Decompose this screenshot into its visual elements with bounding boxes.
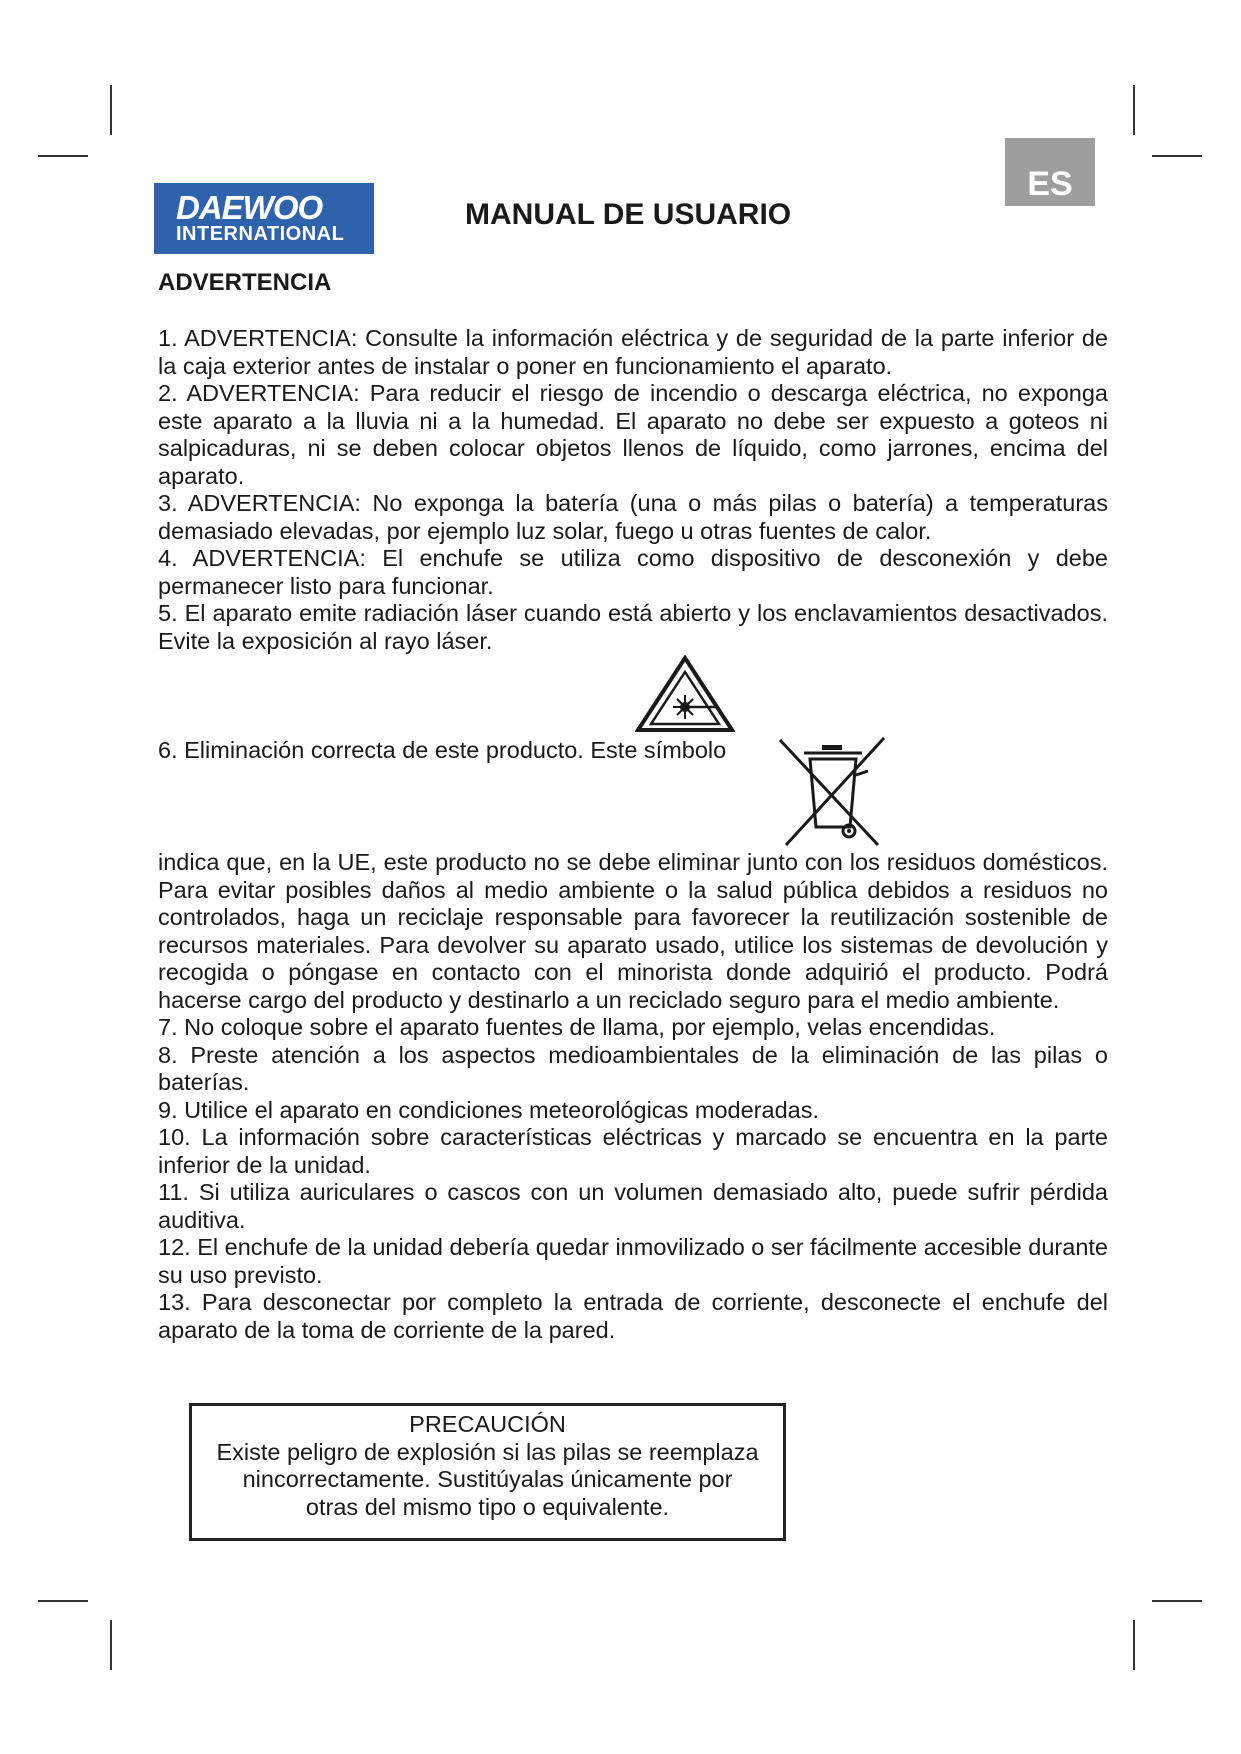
warning-item: 3. ADVERTENCIA: No exponga la batería (una o más pilas o batería) a temperaturas demasiado elevadas, por ejemplo luz solar, fuego u otras fuentes de calor. [158, 490, 1108, 544]
warning-item: 7. No coloque sobre el aparato fuentes de llama, por ejemplo, velas encendidas. [158, 1014, 996, 1040]
caution-line: nincorrectamente. Sustitúyalas únicamente por [242, 1466, 733, 1492]
warning-item: 9. Utilice el aparato en condiciones meteorológicas moderadas. [158, 1096, 819, 1123]
caution-line: Existe peligro de explosión si las pilas se reemplaza [216, 1438, 759, 1465]
warning-item: 1. ADVERTENCIA: Consulte la información eléctrica y de seguridad de la parte inferior de la caja exterior antes de instalar o poner en funcionamiento el aparato. [158, 325, 1108, 379]
warning-item-6-lead: 6. Eliminación correcta de este producto. Este símbolo [158, 737, 727, 763]
language-tab: ES [1005, 138, 1095, 206]
warning-item: 2. ADVERTENCIA: Para reducir el riesgo de incendio o descarga eléctrica, no exponga este aparato a la lluvia ni a la humedad. El aparato no debe ser expuesto a goteos ni salpicaduras, ni se deben colocar objetos llenos de líquido, como jarrones, encima del aparato. [158, 380, 1108, 489]
warning-item: 12. El enchufe de la unidad debería quedar inmovilizado o ser fácilmente accesible durante su uso previsto. [158, 1234, 1108, 1288]
warning-item: 4. ADVERTENCIA: El enchufe se utiliza como dispositivo de desconexión y debe permanecer listo para funcionar. [158, 545, 1108, 599]
crop-mark [1152, 1600, 1202, 1602]
logo-line-2: INTERNATIONAL [176, 223, 345, 245]
caution-line: otras del mismo tipo o equivalente. [305, 1493, 670, 1520]
crop-mark [38, 1600, 88, 1602]
page-title: MANUAL DE USUARIO [465, 198, 792, 231]
crop-mark [38, 155, 88, 157]
crop-mark [110, 1620, 112, 1670]
brand-logo [154, 183, 374, 254]
warning-list-part-1 [158, 325, 1108, 655]
crop-mark [1133, 1620, 1135, 1670]
warning-item: 5. El aparato emite radiación láser cuando está abierto y los enclavamientos desactivados. Evite la exposición al rayo láser. [158, 600, 1108, 654]
logo-line-1: DAEWOO [176, 189, 323, 226]
laser-warning-icon [635, 655, 735, 733]
warning-item: 13. Para desconectar por completo la entrada de corriente, desconecte el enchufe del aparato de la toma de corriente de la pared. [158, 1289, 1108, 1343]
warning-item: 10. La información sobre características eléctricas y marcado se encuentra en la parte inferior de la unidad. [158, 1124, 1108, 1178]
warning-list-part-2 [158, 849, 1108, 1344]
crossed-out-bin-icon [778, 735, 888, 848]
crop-mark [1152, 155, 1202, 157]
warning-item-6-continuation: indica que, en la UE, este producto no se debe eliminar junto con los residuos domésticos. Para evitar posibles daños al medio ambiente o la salud pública debidos a residuos no controlados, haga un reciclaje responsable para favorecer la reutilización sostenible de recursos materiales. Para devolver su aparato usado, utilice los sistemas de devolución y recogida o póngase en contacto con el minorista donde adquirió el producto. Podrá hacerse cargo del producto y destinarlo a un reciclado seguro para el medio ambiente. [158, 849, 1108, 1013]
crop-mark [1133, 85, 1135, 135]
warning-item: 11. Si utiliza auriculares o cascos con un volumen demasiado alto, puede sufrir pérdida auditiva. [158, 1179, 1108, 1233]
warning-item: 8. Preste atención a los aspectos medioambientales de la eliminación de las pilas o baterías. [158, 1041, 1108, 1095]
caution-title: PRECAUCIÓN [409, 1411, 566, 1437]
warning-heading: ADVERTENCIA [158, 269, 332, 296]
caution-box [189, 1403, 786, 1541]
crop-mark [110, 85, 112, 135]
